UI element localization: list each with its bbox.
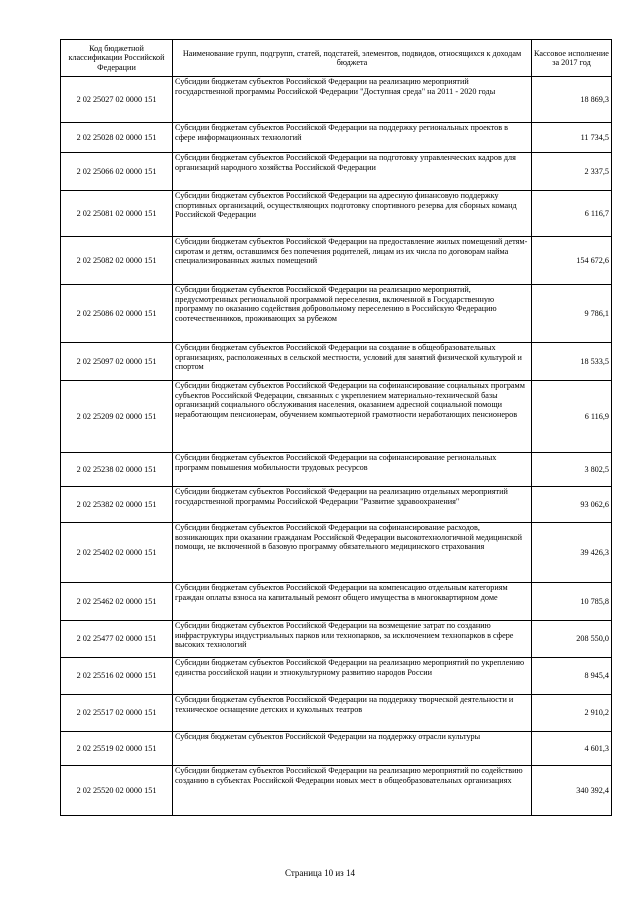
table-row [61, 732, 612, 766]
row-name-text: Субсидия бюджетам субъектов Российской Федерации на поддержку отрасли культуры [175, 732, 481, 741]
row-name-text: Субсидии бюджетам субъектов Российской Федерации на реализацию мероприятий по укреплению единства российской нации и этнокультурному развитию народов России [175, 658, 525, 677]
row-amount: 8 945,4 [532, 658, 612, 695]
row-name-text: Субсидии бюджетам субъектов Российской Федерации на софинансирование расходов, возникающих при оказании гражданам Российской Федерации высокотехнологичной медицинской помощи, не включенной в базовую программу обязательного медицинского страхования [175, 523, 522, 551]
row-name-text: Субсидии бюджетам субъектов Российской Федерации на поддержку региональных проектов в сфере информационных технологий [175, 123, 508, 142]
table-row [61, 191, 612, 237]
row-amount: 154 672,6 [532, 237, 612, 285]
row-name-text: Субсидии бюджетам субъектов Российской Федерации на создание в общеобразовательных организациях, расположенных в сельской местности, условий для занятий физической культурой и спортом [175, 343, 522, 371]
row-name [173, 523, 532, 583]
table-row [61, 343, 612, 381]
row-name-text: Субсидии бюджетам субъектов Российской Федерации на софинансирование региональных программ повышения мобильности трудовых ресурсов [175, 453, 497, 472]
row-name-text: Субсидии бюджетам субъектов Российской Федерации на компенсацию отдельным категориям граждан оплаты взноса на капитальный ремонт общего имущества в многоквартирном доме [175, 583, 508, 602]
table-row [61, 621, 612, 658]
row-name-text: Субсидии бюджетам субъектов Российской Федерации на подготовку управленческих кадров для организаций народного хозяйства Российской Федерации [175, 153, 516, 172]
row-name-text: Субсидии бюджетам субъектов Российской Федерации на реализацию мероприятий государственной программы Российской Федерации "Доступная среда" на 2011 - 2020 годы [175, 77, 496, 96]
row-name-text: Субсидии бюджетам субъектов Российской Федерации на реализацию отдельных мероприятий государственной программы Российской Федерации "Развитие здравоохранения" [175, 487, 508, 506]
row-code: 2 02 25097 02 0000 151 [61, 343, 173, 381]
row-name-text: Субсидии бюджетам субъектов Российской Федерации на реализацию мероприятий по содействию созданию в субъектах Российской Федерации новых мест в общеобразовательных организациях [175, 766, 523, 785]
table-row [61, 381, 612, 453]
page-number: Страница 10 из 14 [285, 868, 355, 878]
row-name-text: Субсидии бюджетам субъектов Российской Федерации на софинансирование социальных программ субъектов Российской Федерации, связанных с укреплением материально-технической базы организаций социального обслуживания населения, оказанием адресной социальной помощи неработающим пенсионерам, обучением компьютерной грамотности неработающих пенсионеров [175, 381, 525, 419]
row-name [173, 766, 532, 816]
row-name-text: Субсидии бюджетам субъектов Российской Федерации на предоставление жилых помещений детям-сиротам и детям, оставшимся без попечения родителей, лицам из их числа по договорам найма специализированных жилых помещений [175, 237, 528, 265]
row-name-text: Субсидии бюджетам субъектов Российской Федерации на возмещение затрат по созданию инфраструктуры индустриальных парков или технопарков, за исключением технопарков в сфере высоких технологий [175, 621, 514, 649]
row-amount: 10 785,8 [532, 583, 612, 621]
row-name [173, 153, 532, 191]
table-row [61, 695, 612, 732]
row-code: 2 02 25520 02 0000 151 [61, 766, 173, 816]
row-name [173, 583, 532, 621]
row-name [173, 343, 532, 381]
table-row [61, 766, 612, 816]
row-name [173, 658, 532, 695]
row-code: 2 02 25066 02 0000 151 [61, 153, 173, 191]
header-code: Код бюджетной классификации Российской Федерации [61, 40, 173, 77]
row-code: 2 02 25082 02 0000 151 [61, 237, 173, 285]
row-name [173, 487, 532, 523]
row-name-text: Субсидии бюджетам субъектов Российской Федерации на адресную финансовую поддержку спортивных организаций, осуществляющих подготовку спортивного резерва для сборных команд Российской Федерации [175, 191, 517, 219]
table-row [61, 123, 612, 153]
row-name [173, 621, 532, 658]
row-amount: 2 910,2 [532, 695, 612, 732]
row-name-text: Субсидии бюджетам субъектов Российской Федерации на реализацию мероприятий, предусмотренных региональной программой переселения, включенной в Государственную программу по оказанию содействия добровольному переселению в Российскую Федерацию соотечественников, проживающих за рубежом [175, 285, 497, 323]
row-amount: 3 802,5 [532, 453, 612, 487]
row-amount: 18 533,5 [532, 343, 612, 381]
row-amount: 208 550,0 [532, 621, 612, 658]
table-row [61, 237, 612, 285]
table-row [61, 453, 612, 487]
row-name [173, 732, 532, 766]
row-code: 2 02 25027 02 0000 151 [61, 77, 173, 123]
row-code: 2 02 25081 02 0000 151 [61, 191, 173, 237]
row-code: 2 02 25516 02 0000 151 [61, 658, 173, 695]
table-row [61, 523, 612, 583]
row-amount: 9 786,1 [532, 285, 612, 343]
table-header-row [61, 40, 612, 77]
row-amount: 93 062,6 [532, 487, 612, 523]
row-name [173, 381, 532, 453]
table-row [61, 77, 612, 123]
row-code: 2 02 25519 02 0000 151 [61, 732, 173, 766]
row-code: 2 02 25477 02 0000 151 [61, 621, 173, 658]
budget-revenue-table [60, 39, 612, 816]
row-name [173, 123, 532, 153]
row-amount: 18 869,3 [532, 77, 612, 123]
row-code: 2 02 25402 02 0000 151 [61, 523, 173, 583]
row-amount: 340 392,4 [532, 766, 612, 816]
row-name [173, 191, 532, 237]
row-name [173, 237, 532, 285]
row-amount: 6 116,7 [532, 191, 612, 237]
row-code: 2 02 25382 02 0000 151 [61, 487, 173, 523]
row-amount: 39 426,3 [532, 523, 612, 583]
row-code: 2 02 25209 02 0000 151 [61, 381, 173, 453]
table-row [61, 658, 612, 695]
row-name [173, 77, 532, 123]
row-code: 2 02 25028 02 0000 151 [61, 123, 173, 153]
table-row [61, 487, 612, 523]
row-name-text: Субсидии бюджетам субъектов Российской Федерации на поддержку творческой деятельности и техническое оснащение детских и кукольных театров [175, 695, 514, 714]
row-name [173, 695, 532, 732]
table-row [61, 583, 612, 621]
row-code: 2 02 25462 02 0000 151 [61, 583, 173, 621]
header-amount: Кассовое исполнение за 2017 год [532, 40, 612, 77]
header-name: Наименование групп, подгрупп, статей, подстатей, элементов, подвидов, относящихся к доходам бюджета [173, 40, 532, 77]
table-body [61, 77, 612, 816]
row-name [173, 285, 532, 343]
table-row [61, 153, 612, 191]
row-name [173, 453, 532, 487]
row-code: 2 02 25238 02 0000 151 [61, 453, 173, 487]
row-amount: 4 601,3 [532, 732, 612, 766]
row-amount: 11 734,5 [532, 123, 612, 153]
row-amount: 2 337,5 [532, 153, 612, 191]
table-row [61, 285, 612, 343]
row-code: 2 02 25086 02 0000 151 [61, 285, 173, 343]
row-amount: 6 116,9 [532, 381, 612, 453]
row-code: 2 02 25517 02 0000 151 [61, 695, 173, 732]
